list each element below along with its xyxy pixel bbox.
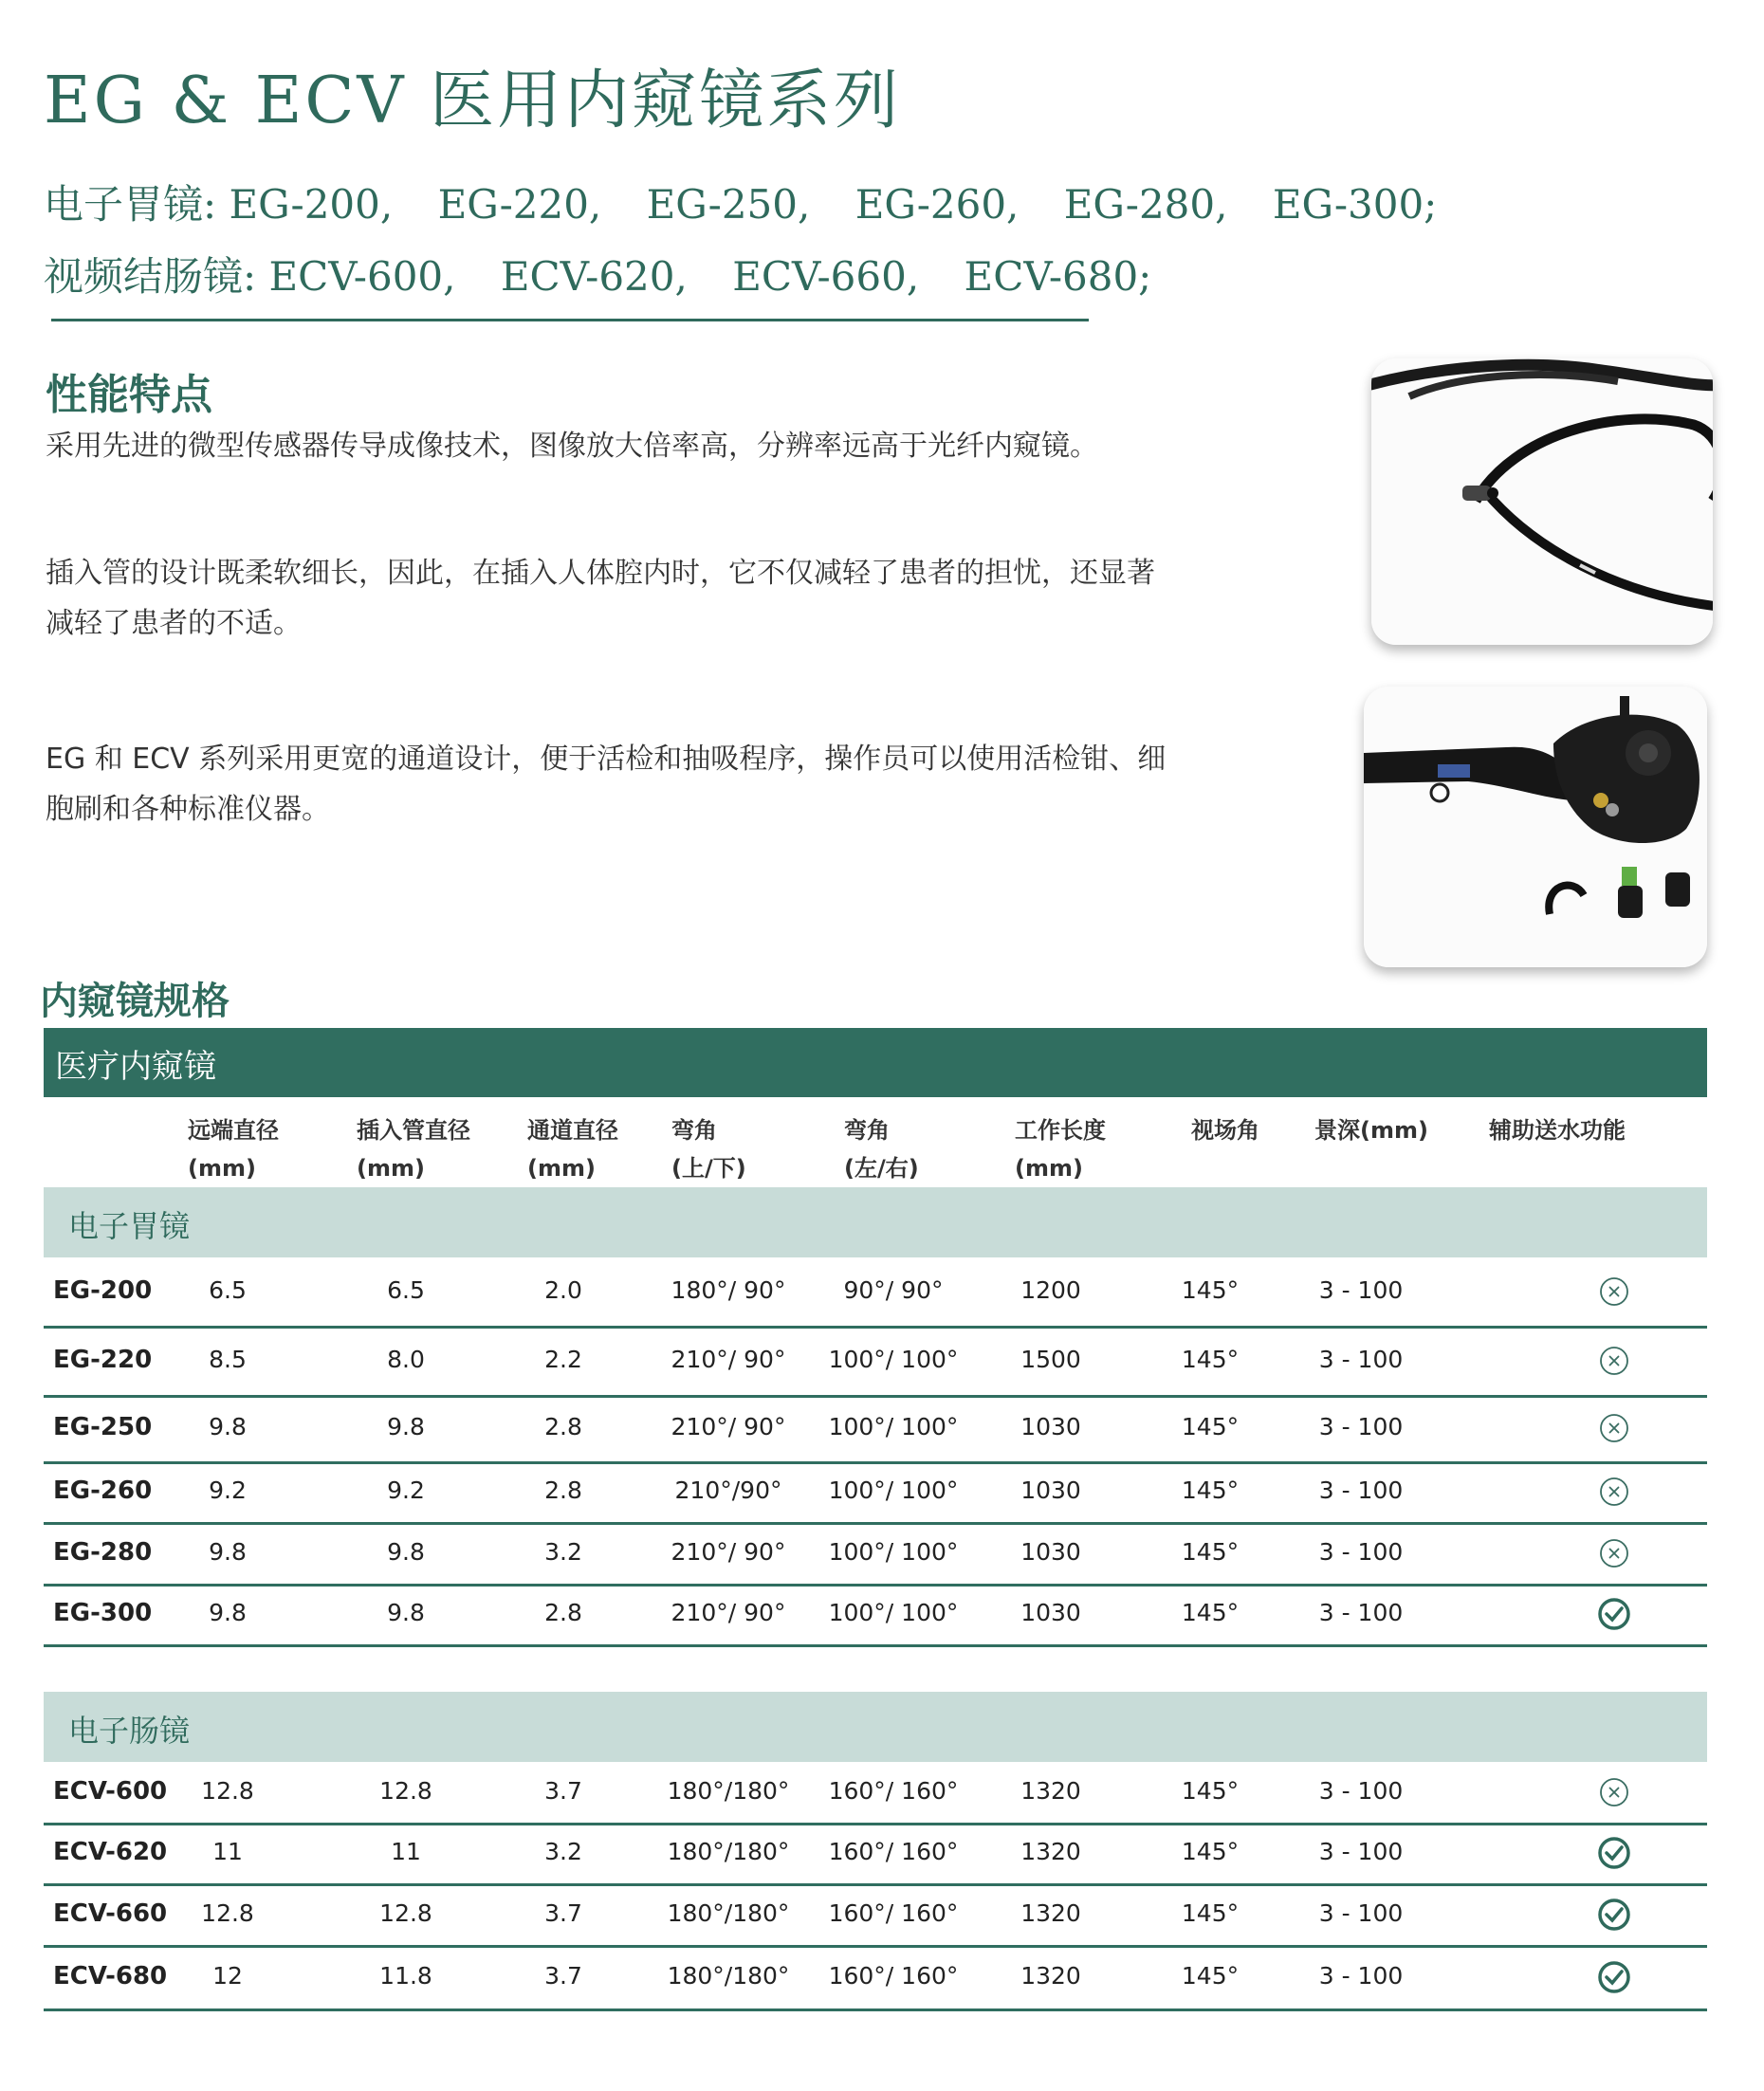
model-item: ECV-660, (732, 253, 920, 300)
value-cell: 3 - 100 (1318, 1346, 1404, 1373)
model-cell: EG-280 (53, 1538, 153, 1567)
column-header: 景深(mm) (1314, 1117, 1428, 1144)
endoscope-handle-photo (1364, 687, 1707, 967)
value-cell: 180°/180° (667, 1777, 790, 1805)
model-cell: ECV-680 (53, 1962, 168, 1990)
table-header (44, 1111, 1707, 1185)
model-cell: EG-200 (53, 1276, 153, 1305)
value-cell: 145° (1181, 1838, 1240, 1865)
paragraph-line: EG 和 ECV 系列采用更宽的通道设计，便于活检和抽吸程序，操作员可以使用活检钳、细 (46, 743, 1167, 776)
value-cell: 145° (1181, 1962, 1240, 1990)
value-cell: 1320 (1020, 1838, 1081, 1865)
value-cell: 8.0 (387, 1346, 425, 1373)
value-cell: 210°/ 90° (671, 1346, 786, 1373)
value-cell: 6.5 (387, 1276, 425, 1304)
value-cell: 3 - 100 (1318, 1477, 1404, 1504)
value-cell: 2.8 (544, 1477, 582, 1504)
table-band-label: 医疗内窥镜 (55, 1048, 216, 1086)
value-cell: 9.8 (387, 1599, 425, 1626)
column-header: 弯角 (上/下) (671, 1117, 746, 1182)
check-circle-icon (1597, 1597, 1631, 1631)
value-cell: 3 - 100 (1318, 1599, 1404, 1626)
table-row (44, 1823, 1707, 1886)
value-cell: 180°/180° (667, 1899, 790, 1927)
value-cell: 145° (1181, 1413, 1240, 1440)
column-header: 弯角 (左/右) (844, 1117, 919, 1182)
column-header: 视场角 (1191, 1117, 1259, 1144)
check-circle-icon (1597, 1898, 1631, 1932)
table-row (44, 1326, 1707, 1398)
model-cell: EG-260 (53, 1477, 153, 1505)
x-circle-icon (1597, 1775, 1631, 1809)
value-cell: 100°/ 100° (828, 1538, 959, 1566)
value-cell: 8.5 (209, 1346, 247, 1373)
feature-paragraph (46, 548, 1278, 649)
value-cell: 9.2 (209, 1477, 247, 1504)
group-header (44, 1692, 1707, 1762)
model-list (44, 169, 1469, 313)
value-cell: 100°/ 100° (828, 1346, 959, 1373)
column-header: 插入管直径 (mm) (357, 1117, 470, 1182)
table-row (44, 1461, 1707, 1525)
value-cell: 1320 (1020, 1777, 1081, 1805)
value-cell: 145° (1181, 1777, 1240, 1805)
value-cell: 210°/ 90° (671, 1538, 786, 1566)
model-item: EG-260, (854, 181, 1020, 228)
x-circle-icon (1597, 1536, 1631, 1570)
value-cell: 160°/ 160° (828, 1777, 959, 1805)
value-cell: 9.8 (209, 1413, 247, 1440)
endoscope-tube-photo (1371, 358, 1713, 645)
value-cell: 3.7 (544, 1777, 582, 1805)
value-cell: 12.8 (201, 1777, 254, 1805)
gastroscope-label: 电子胃镜: (44, 181, 217, 228)
value-cell: 1030 (1020, 1538, 1081, 1566)
table-row (44, 1762, 1707, 1825)
value-cell: 12 (212, 1962, 243, 1990)
value-cell: 160°/ 160° (828, 1899, 959, 1927)
group-label: 电子胃镜 (68, 1208, 191, 1244)
value-cell: 3.7 (544, 1899, 582, 1927)
table-row (44, 1584, 1707, 1647)
value-cell: 1500 (1020, 1346, 1081, 1373)
value-cell: 11 (212, 1838, 243, 1865)
model-item: EG-250, (646, 181, 811, 228)
table-row (44, 1945, 1707, 2011)
model-item: ECV-600, (268, 253, 456, 300)
model-cell: ECV-660 (53, 1899, 168, 1928)
value-cell: 2.8 (544, 1599, 582, 1626)
value-cell: 3 - 100 (1318, 1413, 1404, 1440)
model-item: EG-280, (1063, 181, 1228, 228)
feature-paragraph (46, 734, 1278, 835)
check-circle-icon (1597, 1960, 1631, 1994)
page-title: EG & ECV 医用内窥镜系列 (44, 64, 902, 138)
value-cell: 2.2 (544, 1346, 582, 1373)
value-cell: 3.2 (544, 1538, 582, 1566)
model-item: ECV-680; (964, 253, 1152, 300)
value-cell: 9.8 (209, 1599, 247, 1626)
specs-heading: 内窥镜规格 (40, 980, 230, 1023)
value-cell: 160°/ 160° (828, 1838, 959, 1865)
value-cell: 180°/180° (667, 1962, 790, 1990)
paragraph-line: 采用先进的微型传感器传导成像技术，图像放大倍率高，分辨率远高于光纤内窥镜。 (46, 430, 1098, 463)
value-cell: 210°/ 90° (671, 1413, 786, 1440)
value-cell: 9.2 (387, 1477, 425, 1504)
value-cell: 3 - 100 (1318, 1538, 1404, 1566)
column-header: 辅助送水功能 (1489, 1117, 1626, 1144)
value-cell: 1030 (1020, 1599, 1081, 1626)
colonoscope-label: 视频结肠镜: (44, 253, 257, 300)
x-circle-icon (1597, 1475, 1631, 1509)
value-cell: 11 (391, 1838, 421, 1865)
table-row (44, 1257, 1707, 1329)
value-cell: 100°/ 100° (828, 1413, 959, 1440)
value-cell: 1320 (1020, 1899, 1081, 1927)
value-cell: 11.8 (379, 1962, 432, 1990)
value-cell: 1030 (1020, 1477, 1081, 1504)
group-header (44, 1187, 1707, 1257)
value-cell: 3 - 100 (1318, 1838, 1404, 1865)
model-cell: EG-250 (53, 1413, 153, 1441)
value-cell: 9.8 (387, 1413, 425, 1440)
value-cell: 3 - 100 (1318, 1899, 1404, 1927)
paragraph-line: 胞刷和各种标准仪器。 (46, 793, 330, 826)
value-cell: 180°/ 90° (671, 1276, 786, 1304)
value-cell: 145° (1181, 1346, 1240, 1373)
value-cell: 145° (1181, 1276, 1240, 1304)
colonoscope-model-line (44, 241, 1469, 313)
x-circle-icon (1597, 1344, 1631, 1378)
value-cell: 12.8 (379, 1899, 432, 1927)
value-cell: 6.5 (209, 1276, 247, 1304)
gastroscope-model-line (44, 169, 1469, 241)
value-cell: 145° (1181, 1477, 1240, 1504)
value-cell: 3 - 100 (1318, 1777, 1404, 1805)
table-row (44, 1522, 1707, 1587)
value-cell: 100°/ 100° (828, 1477, 959, 1504)
table-band (44, 1028, 1707, 1097)
check-circle-icon (1597, 1836, 1631, 1870)
group-label: 电子肠镜 (68, 1713, 191, 1749)
feature-paragraph (46, 421, 1278, 471)
model-cell: ECV-620 (53, 1838, 168, 1866)
value-cell: 12.8 (201, 1899, 254, 1927)
table-row (44, 1883, 1707, 1948)
value-cell: 160°/ 160° (828, 1962, 959, 1990)
value-cell: 100°/ 100° (828, 1599, 959, 1626)
paragraph-line: 插入管的设计既柔软细长，因此，在插入人体腔内时，它不仅减轻了患者的担忧，还显著 (46, 557, 1155, 590)
x-circle-icon (1597, 1411, 1631, 1445)
model-cell: EG-300 (53, 1599, 153, 1627)
value-cell: 9.8 (387, 1538, 425, 1566)
value-cell: 180°/180° (667, 1838, 790, 1865)
table-row (44, 1395, 1707, 1464)
model-item: EG-200, (229, 181, 394, 228)
value-cell: 145° (1181, 1599, 1240, 1626)
value-cell: 145° (1181, 1899, 1240, 1927)
value-cell: 90°/ 90° (843, 1276, 944, 1304)
model-item: EG-220, (437, 181, 602, 228)
value-cell: 2.8 (544, 1413, 582, 1440)
model-cell: ECV-600 (53, 1777, 168, 1806)
x-circle-icon (1597, 1275, 1631, 1309)
title-divider (51, 319, 1089, 321)
paragraph-line: 减轻了患者的不适。 (46, 607, 302, 640)
value-cell: 1200 (1020, 1276, 1081, 1304)
value-cell: 2.0 (544, 1276, 582, 1304)
value-cell: 12.8 (379, 1777, 432, 1805)
value-cell: 9.8 (209, 1538, 247, 1566)
value-cell: 1030 (1020, 1413, 1081, 1440)
value-cell: 3.2 (544, 1838, 582, 1865)
features-heading: 性能特点 (46, 371, 212, 419)
value-cell: 3 - 100 (1318, 1962, 1404, 1990)
value-cell: 210°/90° (674, 1477, 782, 1504)
model-cell: EG-220 (53, 1346, 153, 1374)
value-cell: 3.7 (544, 1962, 582, 1990)
value-cell: 210°/ 90° (671, 1599, 786, 1626)
value-cell: 145° (1181, 1538, 1240, 1566)
column-header: 工作长度 (mm) (1015, 1117, 1106, 1182)
value-cell: 1320 (1020, 1962, 1081, 1990)
model-item: EG-300; (1272, 181, 1438, 228)
model-item: ECV-620, (500, 253, 688, 300)
value-cell: 3 - 100 (1318, 1276, 1404, 1304)
column-header: 通道直径 (mm) (527, 1117, 618, 1182)
column-header: 远端直径 (mm) (188, 1117, 279, 1182)
